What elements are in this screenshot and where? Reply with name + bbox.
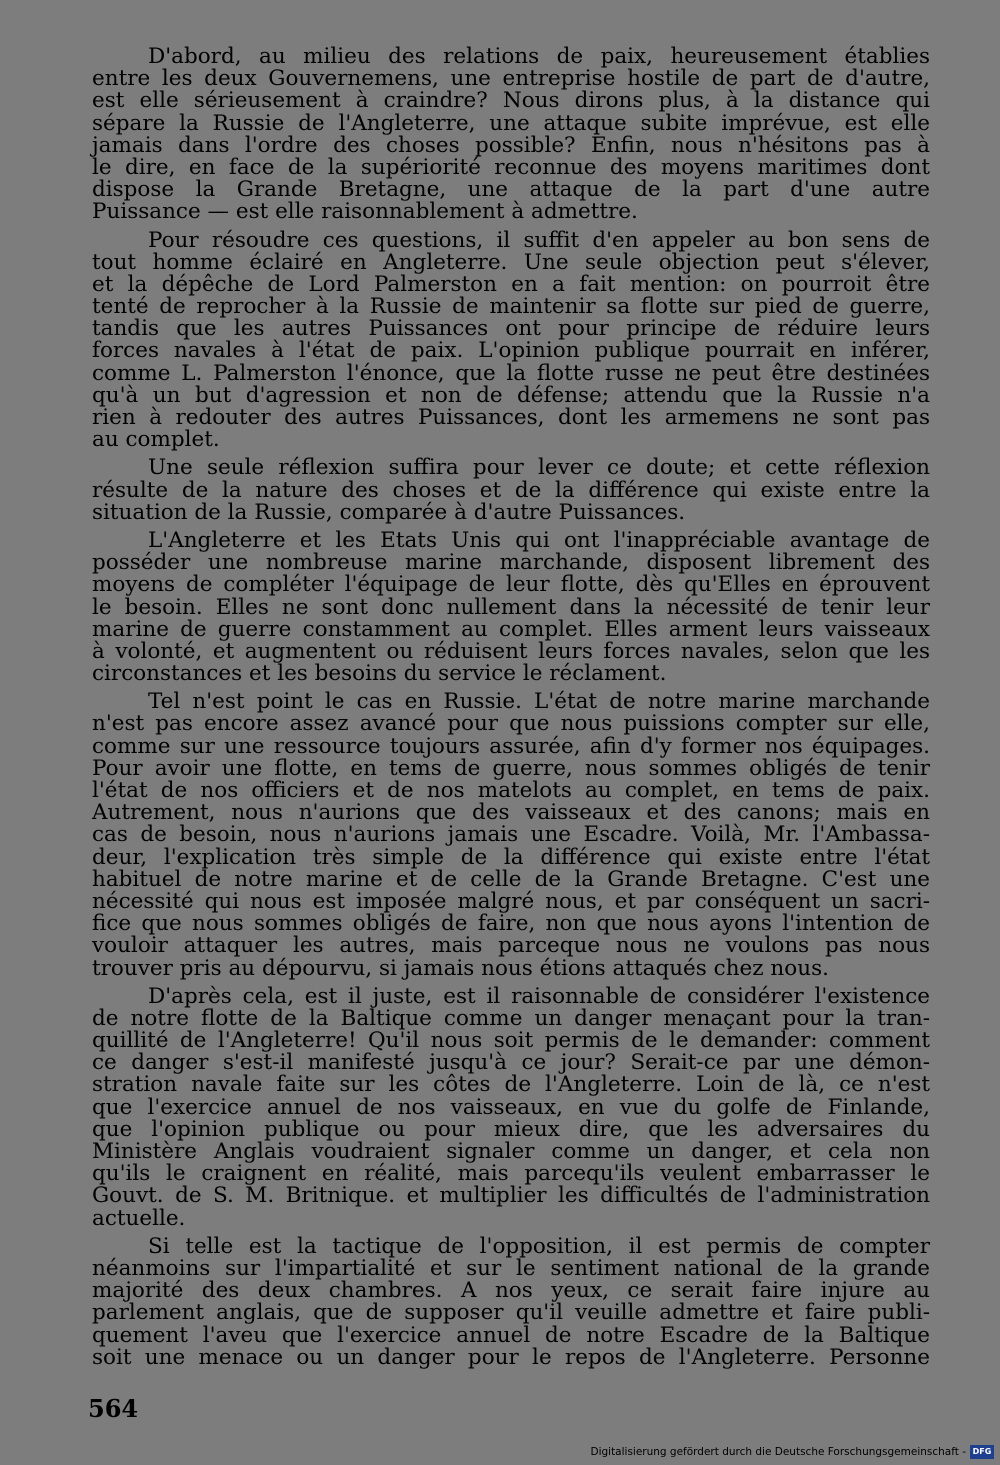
text-line: habituel de notre marine et de celle de la Grande Bretagne. C'est une [92,866,930,892]
text-line: quillité de l'Angleterre! Qu'il nous soit permis de le demander: comment [92,1028,930,1054]
document-body [92,46,930,1375]
text-line: fice que nous sommes obligés de faire, non que nous ayons l'intention de [92,911,930,937]
text-line: résulte de la nature des choses et de la différence qui existe entre la [92,477,930,503]
paragraph [92,227,930,453]
text-line: à volonté, et augmentent ou réduisent leurs forces navales, selon que les [92,638,930,664]
paragraph [92,691,930,979]
paragraph [92,983,930,1231]
text-line: rien à redouter des autres Puissances, dont les armemens ne sont pas [92,405,930,430]
text-line: qu'ils le craignent en réalité, mais parcequ'ils veulent embarrasser le [92,1161,930,1187]
text-line: néanmoins sur l'impartialité et sur le sentiment national de la grande [92,1255,930,1281]
text-line: marine de guerre constamment au complet. Elles arment leurs vaisseaux [92,616,930,642]
text-line: entre les deux Gouvernemens, une entreprise hostile de part de d'autre, [92,66,930,92]
text-line: Tel n'est point le cas en Russie. L'état de notre marine marchande [148,689,930,715]
text-line: tenté de reprocher à la Russie de maintenir sa flotte sur pied de guerre, [92,294,930,320]
text-line: Puissance — est elle raisonnablement à admettre. [92,199,638,225]
text-line: tandis que les autres Puissances ont pour principe de réduire leurs [92,316,930,342]
text-line: majorité des deux chambres. A nos yeux, ce serait faire injure au [92,1278,930,1304]
text-line: jamais dans l'ordre des choses possible? Enfin, nous n'hésitons pas à [92,132,930,158]
text-line: D'après cela, est il juste, est il raisonnable de considérer l'existence [148,983,930,1009]
text-line: comme sur une ressource toujours assurée, afin d'y former nos équipages. [92,733,930,759]
text-line: l'état de nos officiers et de nos matelots au complet, en tems de paix. [92,778,930,803]
text-line: comme L. Palmerston l'énonce, que la flotte russe ne peut être destinées [92,360,930,386]
dfg-logo: DFG [970,1445,994,1459]
text-line: Gouvt. de S. M. Britnique. et multiplier les difficultés de l'administration [92,1183,930,1209]
text-line: trouver pris au dépourvu, si jamais nous étions attaqués chez nous. [92,955,829,981]
text-line: L'Angleterre et les Etats Unis qui ont l'inappréciable avantage de [148,527,930,553]
text-line: tout homme éclairé en Angleterre. Une seule objection peut s'élever, [92,249,930,275]
text-line: circonstances et les besoins du service le réclament. [92,661,667,687]
text-line: que l'exercice annuel de nos vaisseaux, en vue du golfe de Finlande, [92,1094,930,1120]
text-line: deur, l'explication très simple de la différence qui existe entre l'état [92,844,930,870]
text-line: vouloir attaquer les autres, mais parceque nous ne voulons pas nous [92,933,930,959]
text-line: le besoin. Elles ne sont donc nullement dans la nécessité de tenir leur [92,594,930,620]
text-line: quement l'aveu que l'exercice annuel de notre Escadre de la Baltique [92,1322,930,1348]
text-line: qu'à un but d'agression et non de défense; attendu que la Russie n'a [92,382,930,408]
text-line: stration navale faite sur les côtes de l'Angleterre. Loin de là, ce n'est [92,1072,930,1098]
text-line: ce danger s'est-il manifesté jusqu'à ce jour? Serait-ce par une démon- [92,1050,930,1076]
text-line: cas de besoin, nous n'aurions jamais une Escadre. Voilà, Mr. l'Ambassa- [92,822,930,848]
text-line: soit une menace ou un danger pour le repos de l'Angleterre. Personne [92,1344,930,1370]
text-line: et la dépêche de Lord Palmerston en a fait mention: on pourroit être [92,271,930,297]
text-line: Autrement, nous n'aurions que des vaisseaux et des canons; mais en [92,800,930,826]
text-line: au complet. [92,427,220,453]
paragraph [92,1233,930,1370]
paragraph [92,457,930,524]
text-line: parlement anglais, que de supposer qu'il veuille admettre et faire publi- [92,1300,930,1326]
text-line: forces navales à l'état de paix. L'opinion publique pourrait en inférer, [92,338,930,364]
text-line: moyens de compléter l'équipage de leur flotte, dès qu'Elles en éprouvent [92,572,930,598]
text-line: sépare la Russie de l'Angleterre, une attaque subite imprévue, est elle [92,110,930,136]
text-line: Si telle est la tactique de l'opposition, il est permis de compter [148,1233,930,1259]
text-line: que l'opinion publique ou pour mieux dire, que les adversaires du [92,1116,930,1142]
text-line: situation de la Russie, comparée à d'autre Puissances. [92,499,686,525]
text-line: Ministère Anglais voudraient signaler comme un danger, et cela non [92,1139,930,1164]
text-line: n'est pas encore assez avancé pour que nous puissions compter sur elle, [92,711,930,737]
paragraph [92,46,930,224]
text-line: posséder une nombreuse marine marchande, disposent librement des [92,550,930,576]
text-line: Pour avoir une flotte, en tems de guerre, nous sommes obligés de tenir [92,755,930,781]
text-line: actuelle. [92,1205,186,1231]
text-line: dispose la Grande Bretagne, une attaque de la part d'une autre [92,177,930,203]
text-line: Pour résoudre ces questions, il suffit d'en appeler au bon sens de [148,227,930,253]
text-line: est elle sérieusement à craindre? Nous dirons plus, à la distance qui [92,88,930,114]
text-line: nécessité qui nous est imposée malgré nous, et par conséquent un sacri- [92,888,930,914]
text-line: D'abord, au milieu des relations de paix, heureusement établies [148,44,930,69]
text-line: le dire, en face de la supériorité reconnue des moyens maritimes dont [92,154,930,180]
digitization-credit: Digitalisierung gefördert durch die Deutsche Forschungsgemeinschaft - [590,1446,966,1458]
page-number: 564 [88,1394,139,1423]
paragraph [92,527,930,687]
text-line: Une seule réflexion suffira pour lever ce doute; et cette réflexion [148,455,930,481]
text-line: de notre flotte de la Baltique comme un danger menaçant pour la tran- [92,1005,930,1031]
